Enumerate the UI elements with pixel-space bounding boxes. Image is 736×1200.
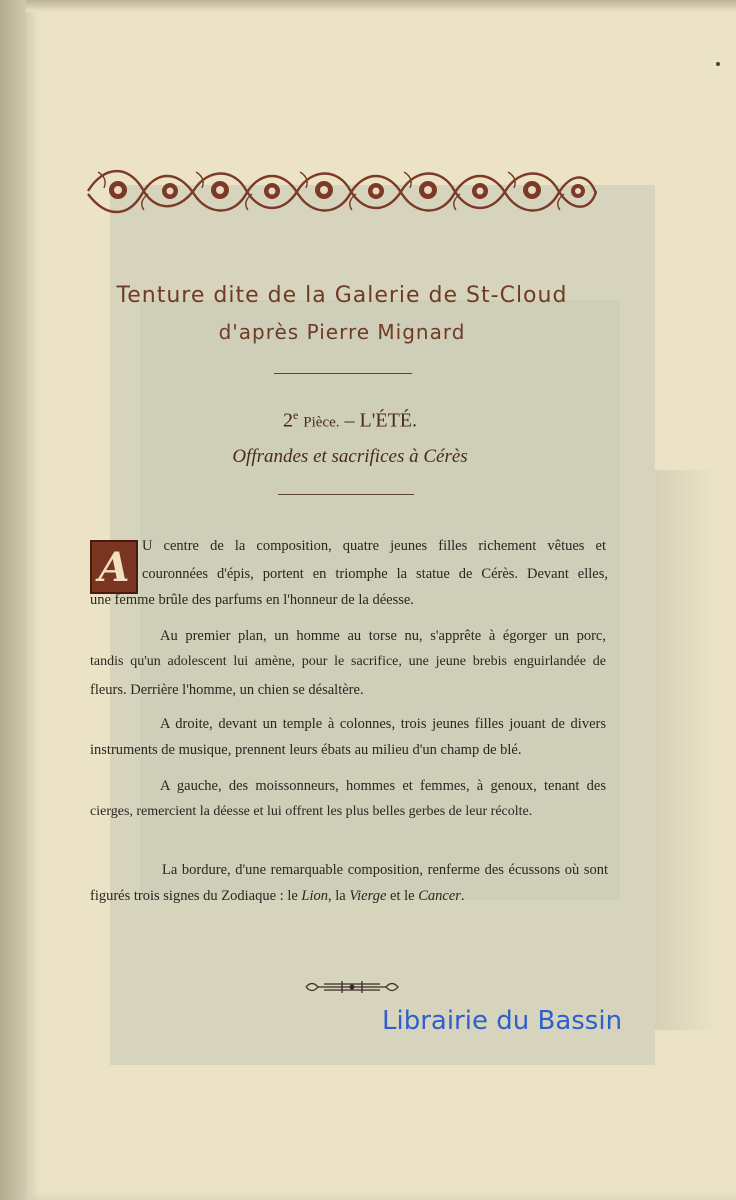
border-end: . — [460, 888, 465, 904]
speck — [716, 62, 720, 66]
zodiac-vierge: Vierge — [349, 888, 387, 904]
border-paragraph-line-1: La bordure, d'une remarquable composition, renferme des écussons où sont — [162, 862, 608, 878]
paragraph-3-line-1: A droite, devant un temple à colonnes, trois jeunes filles jouant de divers — [160, 716, 606, 732]
paragraph-2-line-3: fleurs. Derrière l'homme, un chien se désaltère. — [90, 682, 364, 698]
end-ornament — [302, 978, 402, 996]
title-line-1: Tenture dite de la Galerie de St-Cloud — [116, 283, 568, 308]
page-top-edge — [26, 0, 736, 12]
zodiac-lion: Lion — [301, 888, 329, 904]
piece-heading — [240, 408, 460, 433]
title-line-2: d'après Pierre Mignard — [218, 320, 466, 344]
paragraph-1-line-3: une femme brûle des parfums en l'honneur de la déesse. — [90, 592, 414, 608]
piece-subtitle: Offrandes et sacrifices à Cérès — [232, 446, 468, 467]
border-line-2-text: figurés trois signes du Zodiaque : le — [90, 888, 302, 904]
piece-dash: – — [339, 409, 360, 432]
paragraph-2-line-2: tandis qu'un adolescent lui amène, pour le sacrifice, une jeune brebis enguirlandée de — [90, 654, 606, 669]
border-sep-2: et le — [386, 888, 419, 904]
drop-cap-letter: A — [98, 544, 130, 591]
piece-name: L'ÉTÉ. — [359, 409, 418, 432]
paragraph-4-line-2: cierges, remercient la déesse et lui offrent les plus belles gerbes de leur récolte. — [90, 804, 533, 819]
border-sep-1: , la — [328, 888, 350, 904]
floral-banner-ornament — [84, 160, 600, 222]
paragraph-4-line-1: A gauche, des moissonneurs, hommes et femmes, à genoux, tenant des — [160, 778, 606, 794]
paragraph-1-line-2: couronnées d'épis, portent en triomphe la statue de Cérès. Devant elles, — [142, 566, 608, 582]
watermark: Librairie du Bassin — [382, 1006, 623, 1036]
paragraph-3-line-2: instruments de musique, prennent leurs ébats au milieu d'un champ de blé. — [90, 742, 522, 758]
page-right-shadow — [655, 470, 715, 1030]
piece-number: 2 — [282, 409, 293, 432]
divider-rule-top — [274, 373, 412, 374]
piece-label: Pièce. — [303, 414, 340, 431]
paragraph-1-line-1: U centre de la composition, quatre jeunes filles richement vêtues et — [142, 538, 606, 554]
illuminated-drop-cap — [90, 540, 138, 594]
zodiac-cancer: Cancer — [418, 888, 461, 904]
paragraph-2-line-1: Au premier plan, un homme au torse nu, s'apprête à égorger un porc, — [160, 628, 606, 644]
divider-rule-bottom — [278, 494, 414, 495]
border-paragraph-line-2 — [90, 888, 465, 905]
piece-number-sup: e — [292, 408, 299, 422]
